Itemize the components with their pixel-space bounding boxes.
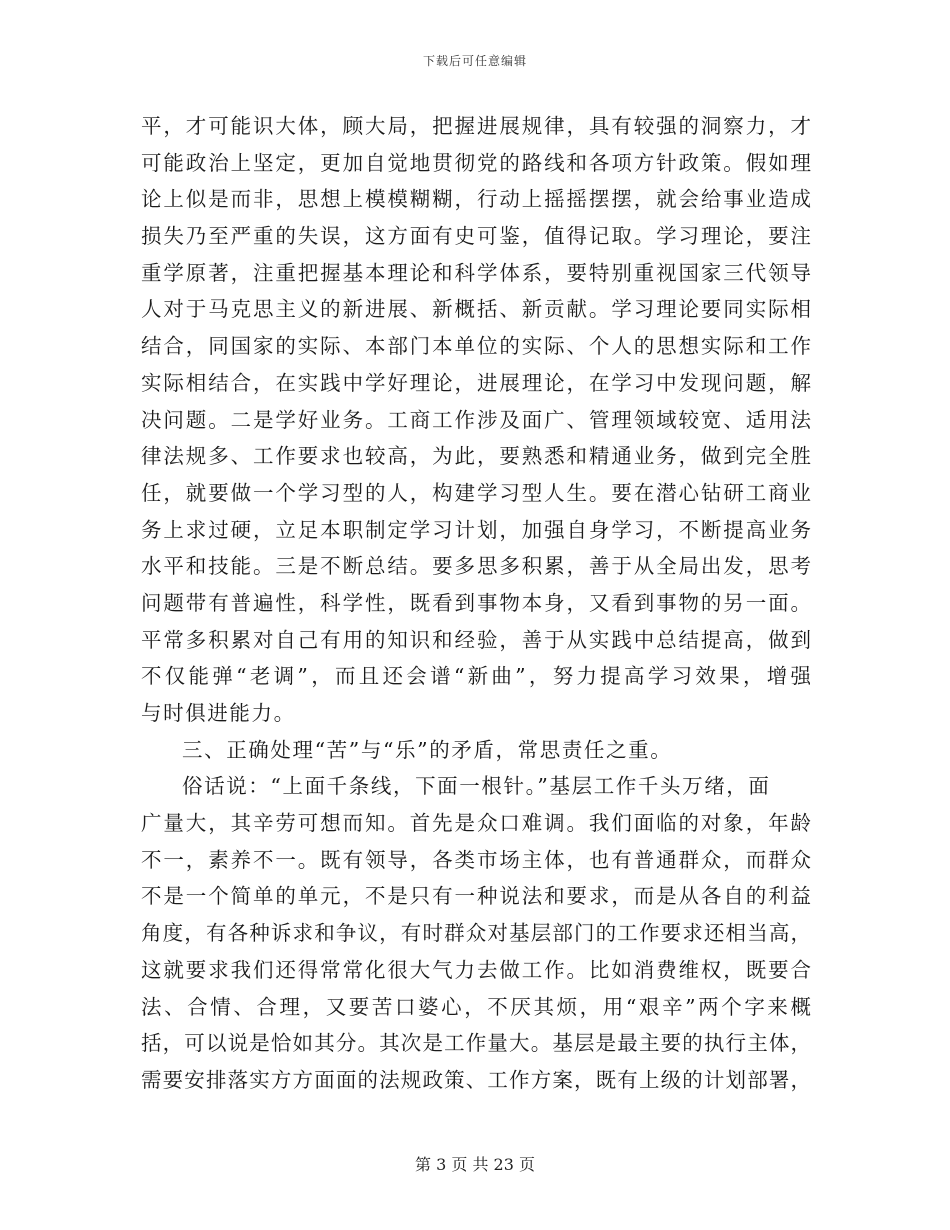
paragraph-line: 平常多积累对自己有用的知识和经验，善于从实践中总结提高，做到 (141, 627, 811, 652)
document-body (141, 108, 811, 1099)
paragraph-line: 损失乃至严重的失误，这方面有史可鉴，值得记取。学习理论，要注 (141, 224, 811, 249)
paragraph-line: 结合，同国家的实际、本部门本单位的实际、个人的思想实际和工作 (141, 334, 811, 359)
paragraph-line: 重学原著，注重把握基本理论和科学体系，要特别重视国家三代领导 (141, 260, 811, 285)
paragraph-line: 法、合情、合理，又要苦口婆心，不厌其烦，用“艰辛”两个字来概 (141, 994, 811, 1019)
paragraph-line: 论上似是而非，思想上模模糊糊，行动上摇摇摆摆，就会给事业造成 (141, 187, 811, 212)
paragraph-line: 人对于马克思主义的新进展、新概括、新贡献。学习理论要同实际相 (141, 297, 811, 322)
paragraph-line: 这就要求我们还得常常化很大气力去做工作。比如消费维权，既要合 (141, 957, 811, 982)
paragraph-line: 务上求过硬，立足本职制定学习计划，加强自身学习，不断提高业务 (141, 517, 811, 542)
paragraph-line: 决问题。二是学好业务。工商工作涉及面广、管理领域较宽、适用法 (141, 407, 811, 432)
paragraph-line-end: 与时俱进能力。 (141, 701, 296, 725)
section-heading: 三、正确处理“苦”与“乐”的矛盾，常思责任之重。 (182, 737, 673, 762)
paragraph-line: 不是一个简单的单元，不是只有一种说法和要求，而是从各自的利益 (141, 884, 811, 909)
paragraph-line: 任，就要做一个学习型的人，构建学习型人生。要在潜心钻研工商业 (141, 480, 811, 505)
page-header-note: 下载后可任意编辑 (422, 54, 527, 68)
paragraph-line: 律法规多、工作要求也较高，为此，要熟悉和精通业务，做到完全胜 (141, 444, 811, 469)
paragraph-line: 括，可以说是恰如其分。其次是工作量大。基层是最主要的执行主体， (141, 1031, 811, 1056)
page-number-footer: 第 3 页 共 23 页 (415, 1155, 535, 1174)
paragraph-line: 实际相结合，在实践中学好理论，进展理论，在学习中发现问题，解 (141, 370, 811, 395)
paragraph-line: 不仅能弹“老调”，而且还会谱“新曲”，努力提高学习效果，增强 (141, 664, 811, 689)
paragraph-line: 角度，有各种诉求和争议，有时群众对基层部门的工作要求还相当高， (141, 921, 811, 946)
paragraph-line: 平，才可能识大体，顾大局，把握进展规律，具有较强的洞察力，才 (141, 114, 811, 138)
paragraph-line: 不一，素养不一。既有领导，各类市场主体，也有普通群众，而群众 (141, 847, 811, 872)
paragraph-line: 可能政治上坚定，更加自觉地贯彻党的路线和各项方针政策。假如理 (141, 150, 811, 175)
paragraph-line: 水平和技能。三是不断总结。要多思多积累，善于从全局出发，思考 (141, 554, 811, 579)
paragraph-line: 问题带有普遍性，科学性，既看到事物本身，又看到事物的另一面。 (141, 590, 811, 615)
paragraph-line: 广量大，其辛劳可想而知。首先是众口难调。我们面临的对象，年龄 (141, 811, 811, 836)
paragraph-line: 需要安排落实方方面面的法规政策、工作方案，既有上级的计划部署， (141, 1067, 811, 1092)
paragraph-line-start: 俗话说：“上面千条线，下面一根针。”基层工作千头万绪，面 (182, 774, 771, 799)
